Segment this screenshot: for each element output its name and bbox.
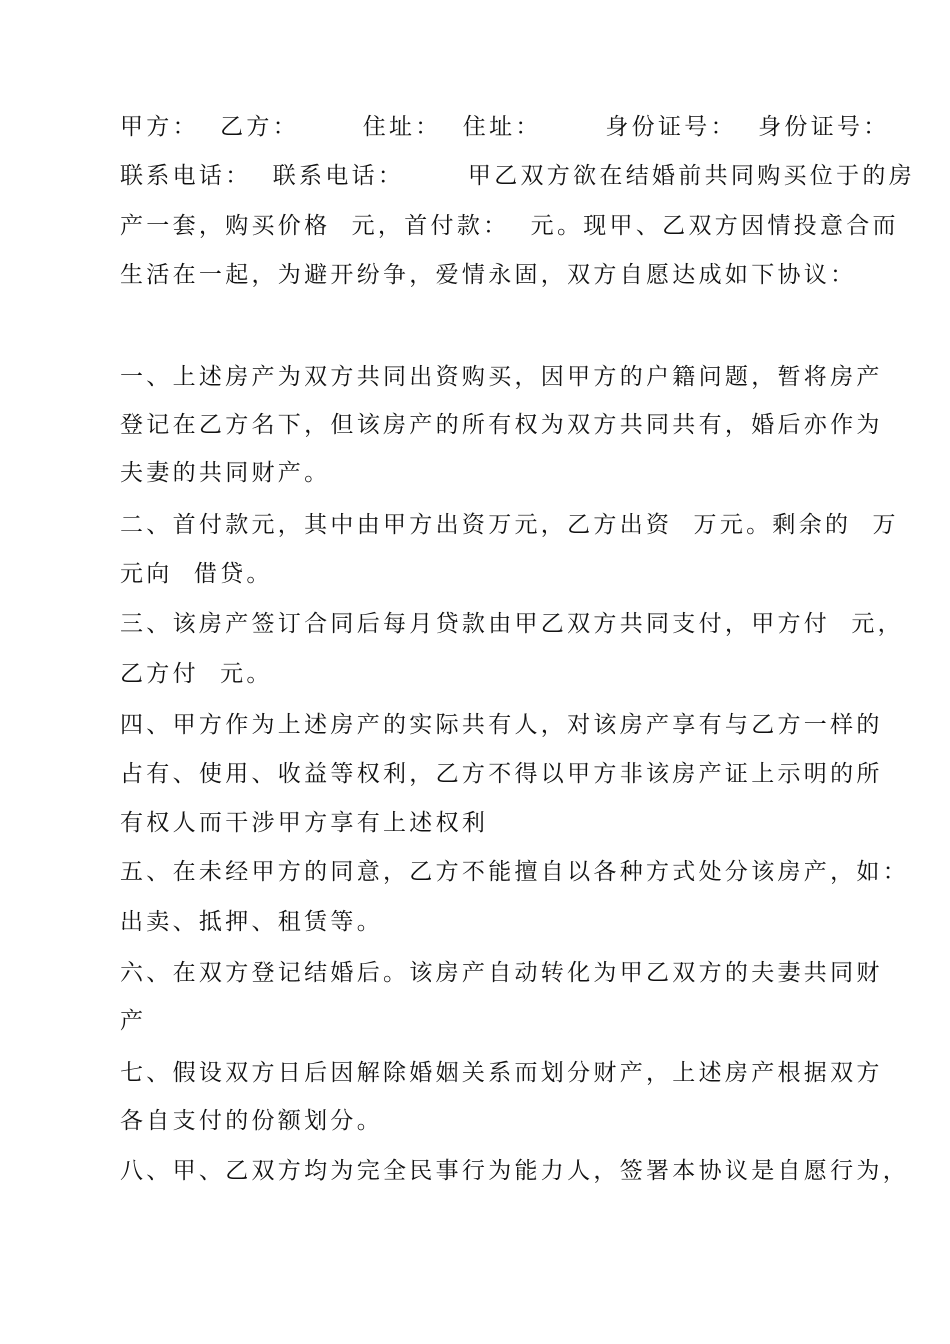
clause-line: 占有、使用、收益等权利，乙方不得以甲方非该房产证上示明的所 [120, 761, 883, 787]
clause-line: 一、上述房产为双方共同出资购买，因甲方的户籍问题，暂将房产 [120, 364, 883, 390]
clause-line: 有权人而干涉甲方享有上述权利 [120, 810, 489, 836]
contact-line: 联系电话： 联系电话： 甲乙双方欲在结婚前共同购买位于的房 [120, 163, 915, 189]
clause-line: 产 [120, 1008, 147, 1034]
clause-line: 登记在乙方名下，但该房产的所有权为双方共同共有，婚后亦作为 [120, 412, 883, 438]
clause-line: 元向 借贷。 [120, 561, 273, 587]
price-line: 产一套，购买价格 元，首付款： 元。现甲、乙双方因情投意合而 [120, 213, 899, 239]
clause-line: 乙方付 元。 [120, 661, 273, 687]
clause-line: 八、甲、乙双方均为完全民事行为能力人，签署本协议是自愿行为， [120, 1158, 909, 1184]
party-info-line: 甲方： 乙方： 住址： 住址： 身份证号： 身份证号： [120, 114, 890, 140]
clause-line: 二、首付款元，其中由甲方出资万元，乙方出资 万元。剩余的 万 [120, 512, 899, 538]
clause-line: 四、甲方作为上述房产的实际共有人，对该房产享有与乙方一样的 [120, 712, 883, 738]
clause-line: 三、该房产签订合同后每月贷款由甲乙双方共同支付，甲方付 元， [120, 611, 904, 637]
clause-line: 各自支付的份额划分。 [120, 1108, 383, 1134]
clause-line: 出卖、抵押、租赁等。 [120, 909, 383, 935]
clause-line: 夫妻的共同财产。 [120, 460, 331, 486]
clause-line: 五、在未经甲方的同意，乙方不能擅自以各种方式处分该房产，如： [120, 859, 909, 885]
intro-line: 生活在一起，为避开纷争，爱情永固，双方自愿达成如下协议： [120, 262, 857, 288]
clause-line: 六、在双方登记结婚后。该房产自动转化为甲乙双方的夫妻共同财 [120, 960, 883, 986]
clause-line: 七、假设双方日后因解除婚姻关系而划分财产，上述房产根据双方 [120, 1060, 883, 1086]
